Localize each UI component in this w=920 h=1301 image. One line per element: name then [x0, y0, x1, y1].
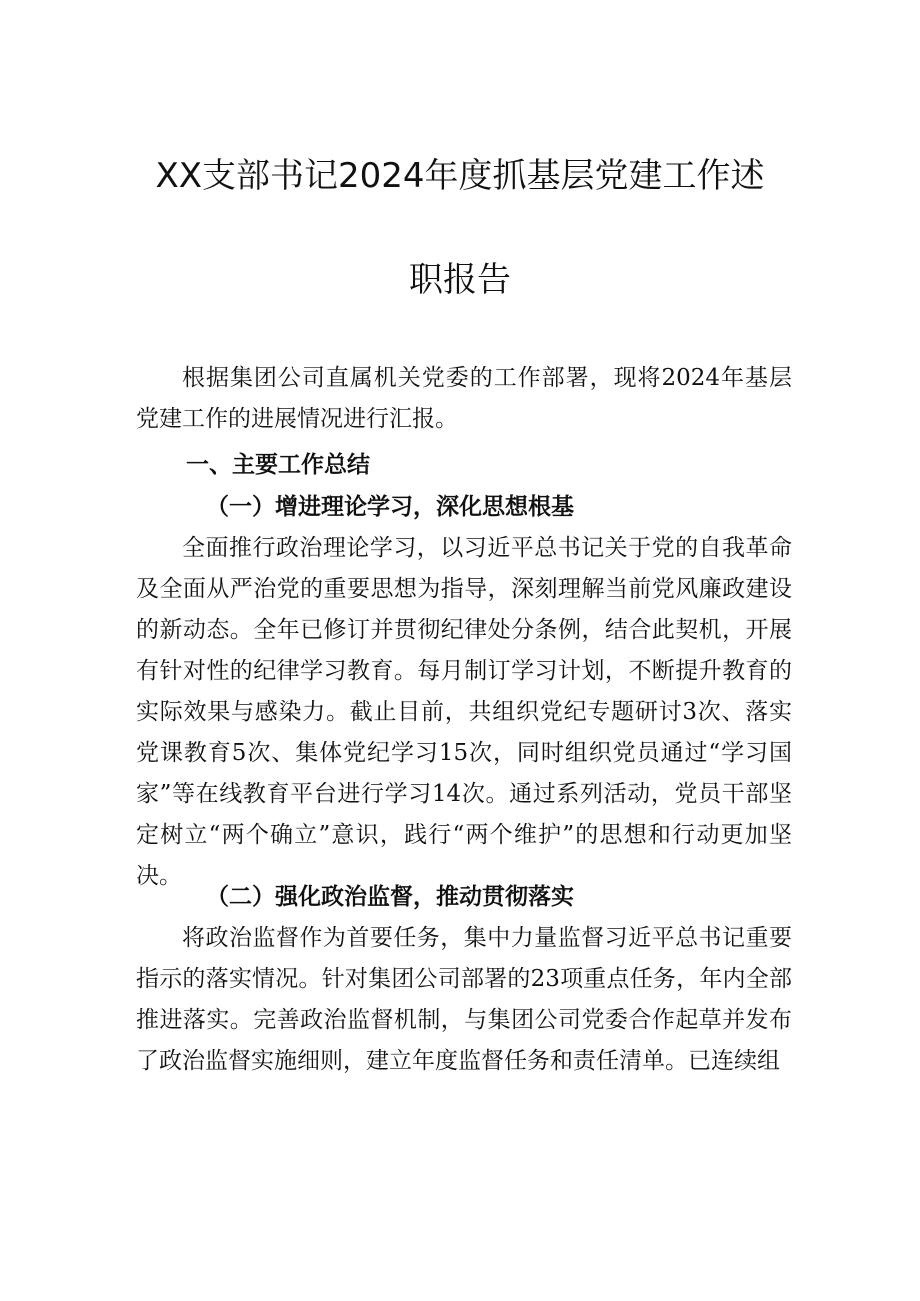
political-supervision-paragraph: 将政治监督作为首要任务，集中力量监督习近平总书记重要指示的落实情况。针对集团公司部署的23项重点任务，年内全部推进落实。完善政治监督机制，与集团公司党委合作起草并发布了政治监督实施细则，建立年度监督任务和责任清单。已连续组 [136, 925, 792, 1074]
theory-study-paragraph: 全面推行政治理论学习，以习近平总书记关于党的自我革命及全面从严治党的重要思想为指导，深刻理解当前党风廉政建设的新动态。全年已修订并贯彻纪律处分条例，结合此契机，开展有针对性的纪律学习教育。每月制订学习计划，不断提升教育的实际效果与感染力。截止目前，共组织党纪专题研讨3次、落实党课教育5次、集体党纪学习15次，同时组织党员通过“学习国家”等在线教育平台进行学习14次。通过系列活动，党员干部坚定树立“两个确立”意识，践行“两个维护”的思想和行动更加坚决。 [136, 535, 792, 889]
document-title-line-2: 职报告 [409, 260, 511, 300]
subsection-heading-theory-study: （一）增进理论学习，深化思想根基 [206, 493, 574, 520]
document-title-line-1: XX支部书记2024年度抓基层党建工作述 [155, 156, 765, 196]
intro-paragraph: 根据集团公司直属机关党委的工作部署，现将2024年基层党建工作的进展情况进行汇报。 [136, 365, 792, 432]
subsection-heading-political-supervision: （二）强化政治监督，推动贯彻落实 [206, 883, 574, 910]
section-heading-main-summary: 一、主要工作总结 [186, 451, 370, 478]
